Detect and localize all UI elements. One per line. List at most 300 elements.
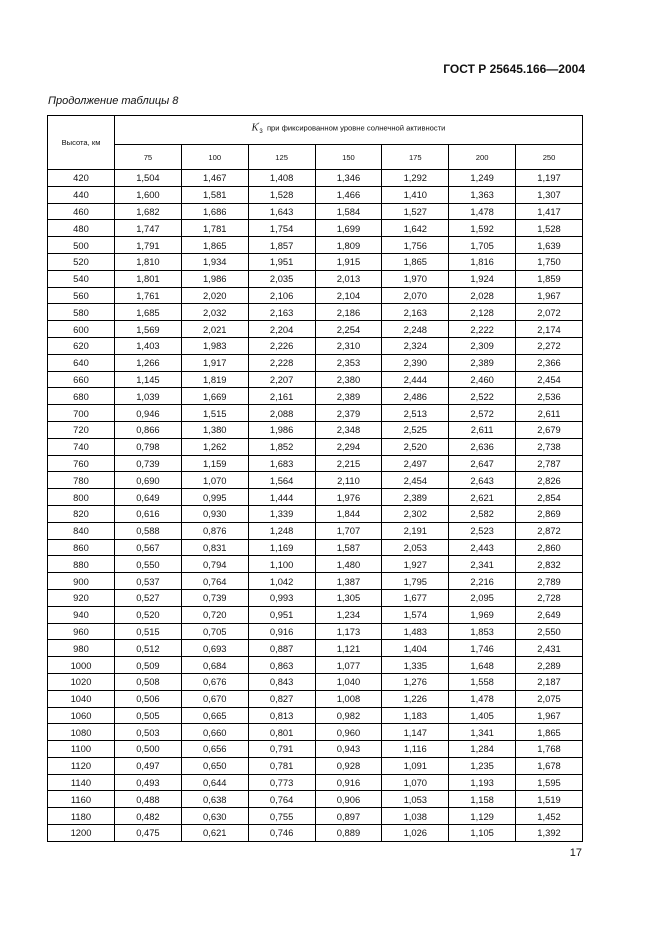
table-row — [48, 455, 583, 472]
value-cell: 1,404 — [382, 640, 449, 657]
value-cell: 2,272 — [516, 337, 583, 354]
value-cell: 2,389 — [315, 388, 382, 405]
value-cell: 2,075 — [516, 690, 583, 707]
height-cell: 1040 — [48, 690, 115, 707]
value-cell: 2,854 — [516, 489, 583, 506]
value-cell: 1,581 — [181, 186, 248, 203]
value-cell: 1,705 — [449, 237, 516, 254]
value-cell: 0,746 — [248, 825, 315, 842]
value-cell: 2,072 — [516, 304, 583, 321]
value-cell: 0,493 — [115, 774, 182, 791]
value-cell: 1,844 — [315, 505, 382, 522]
value-cell: 2,522 — [449, 388, 516, 405]
value-cell: 0,630 — [181, 808, 248, 825]
value-cell: 1,917 — [181, 354, 248, 371]
value-cell: 0,928 — [315, 757, 382, 774]
value-cell: 2,832 — [516, 556, 583, 573]
value-cell: 0,508 — [115, 673, 182, 690]
column-header: 75 — [115, 145, 182, 170]
value-cell: 2,215 — [315, 455, 382, 472]
data-table — [47, 115, 583, 842]
value-cell: 1,417 — [516, 203, 583, 220]
value-cell: 1,801 — [115, 270, 182, 287]
value-cell: 2,647 — [449, 455, 516, 472]
value-cell: 0,720 — [181, 606, 248, 623]
value-cell: 0,930 — [181, 505, 248, 522]
value-cell: 1,595 — [516, 774, 583, 791]
value-cell: 1,504 — [115, 170, 182, 187]
value-cell: 1,478 — [449, 690, 516, 707]
value-cell: 1,976 — [315, 489, 382, 506]
value-cell: 1,707 — [315, 522, 382, 539]
value-cell: 0,588 — [115, 522, 182, 539]
table-row — [48, 354, 583, 371]
column-header: 175 — [382, 145, 449, 170]
value-cell: 1,042 — [248, 573, 315, 590]
value-cell: 1,197 — [516, 170, 583, 187]
column-header: 125 — [248, 145, 315, 170]
value-cell: 0,897 — [315, 808, 382, 825]
value-cell: 1,969 — [449, 606, 516, 623]
value-cell: 2,341 — [449, 556, 516, 573]
value-cell: 1,307 — [516, 186, 583, 203]
value-cell: 1,452 — [516, 808, 583, 825]
value-cell: 2,013 — [315, 270, 382, 287]
value-cell: 1,746 — [449, 640, 516, 657]
k-superscript: ′ — [258, 123, 260, 130]
value-cell: 0,693 — [181, 640, 248, 657]
value-cell: 2,525 — [382, 421, 449, 438]
value-cell: 0,537 — [115, 573, 182, 590]
table-row — [48, 808, 583, 825]
table-row — [48, 304, 583, 321]
height-cell: 1100 — [48, 741, 115, 758]
height-cell: 540 — [48, 270, 115, 287]
table-row — [48, 589, 583, 606]
value-cell: 2,032 — [181, 304, 248, 321]
table-row — [48, 371, 583, 388]
value-cell: 2,106 — [248, 287, 315, 304]
column-header: 250 — [516, 145, 583, 170]
height-cell: 1020 — [48, 673, 115, 690]
value-cell: 1,105 — [449, 825, 516, 842]
value-cell: 1,528 — [516, 220, 583, 237]
value-cell: 0,906 — [315, 791, 382, 808]
value-cell: 2,294 — [315, 438, 382, 455]
height-cell: 600 — [48, 321, 115, 338]
value-cell: 1,380 — [181, 421, 248, 438]
value-cell: 1,235 — [449, 757, 516, 774]
value-cell: 2,095 — [449, 589, 516, 606]
height-cell: 660 — [48, 371, 115, 388]
value-cell: 0,505 — [115, 707, 182, 724]
value-cell: 1,574 — [382, 606, 449, 623]
value-cell: 0,951 — [248, 606, 315, 623]
value-cell: 1,339 — [248, 505, 315, 522]
table-row — [48, 237, 583, 254]
value-cell: 0,781 — [248, 757, 315, 774]
value-cell: 2,254 — [315, 321, 382, 338]
height-cell: 420 — [48, 170, 115, 187]
value-cell: 2,679 — [516, 421, 583, 438]
value-cell: 1,040 — [315, 673, 382, 690]
table-continuation-caption: Продолжение таблицы 8 — [48, 95, 179, 107]
value-cell: 2,204 — [248, 321, 315, 338]
value-cell: 2,787 — [516, 455, 583, 472]
height-cell: 680 — [48, 388, 115, 405]
value-cell: 2,486 — [382, 388, 449, 405]
table-row — [48, 421, 583, 438]
value-cell: 1,480 — [315, 556, 382, 573]
value-cell: 2,302 — [382, 505, 449, 522]
value-cell: 2,186 — [315, 304, 382, 321]
value-cell: 1,147 — [382, 724, 449, 741]
value-cell: 1,116 — [382, 741, 449, 758]
value-cell: 2,389 — [382, 489, 449, 506]
value-cell: 1,683 — [248, 455, 315, 472]
value-cell: 0,993 — [248, 589, 315, 606]
value-cell: 2,353 — [315, 354, 382, 371]
value-cell: 1,816 — [449, 253, 516, 270]
value-cell: 2,738 — [516, 438, 583, 455]
value-cell: 1,685 — [115, 304, 182, 321]
height-cell: 780 — [48, 472, 115, 489]
value-cell: 2,611 — [516, 405, 583, 422]
value-cell: 2,226 — [248, 337, 315, 354]
value-cell: 1,934 — [181, 253, 248, 270]
column-header: 200 — [449, 145, 516, 170]
value-cell: 1,781 — [181, 220, 248, 237]
value-cell: 1,853 — [449, 623, 516, 640]
value-cell: 1,410 — [382, 186, 449, 203]
value-cell: 2,128 — [449, 304, 516, 321]
value-cell: 1,810 — [115, 253, 182, 270]
value-cell: 1,859 — [516, 270, 583, 287]
value-cell: 1,967 — [516, 287, 583, 304]
value-cell: 1,392 — [516, 825, 583, 842]
value-cell: 0,656 — [181, 741, 248, 758]
value-cell: 1,768 — [516, 741, 583, 758]
value-cell: 1,699 — [315, 220, 382, 237]
value-cell: 1,643 — [248, 203, 315, 220]
height-cell: 1000 — [48, 657, 115, 674]
value-cell: 1,682 — [115, 203, 182, 220]
table-row — [48, 270, 583, 287]
value-cell: 2,310 — [315, 337, 382, 354]
value-cell: 2,523 — [449, 522, 516, 539]
value-cell: 2,536 — [516, 388, 583, 405]
value-cell: 2,636 — [449, 438, 516, 455]
value-cell: 1,761 — [115, 287, 182, 304]
value-cell: 0,739 — [115, 455, 182, 472]
value-cell: 2,643 — [449, 472, 516, 489]
value-cell: 0,482 — [115, 808, 182, 825]
value-cell: 2,222 — [449, 321, 516, 338]
value-cell: 2,513 — [382, 405, 449, 422]
value-cell: 2,789 — [516, 573, 583, 590]
table-row — [48, 186, 583, 203]
value-cell: 0,509 — [115, 657, 182, 674]
value-cell: 1,967 — [516, 707, 583, 724]
value-cell: 1,639 — [516, 237, 583, 254]
value-cell: 2,020 — [181, 287, 248, 304]
value-cell: 1,747 — [115, 220, 182, 237]
value-cell: 2,366 — [516, 354, 583, 371]
height-cell: 1180 — [48, 808, 115, 825]
value-cell: 1,444 — [248, 489, 315, 506]
value-cell: 0,764 — [181, 573, 248, 590]
table-row — [48, 825, 583, 842]
value-cell: 1,467 — [181, 170, 248, 187]
value-cell: 2,826 — [516, 472, 583, 489]
value-cell: 0,503 — [115, 724, 182, 741]
value-cell: 1,865 — [382, 253, 449, 270]
value-cell: 2,110 — [315, 472, 382, 489]
value-cell: 2,621 — [449, 489, 516, 506]
value-cell: 0,567 — [115, 539, 182, 556]
value-cell: 1,335 — [382, 657, 449, 674]
table-row — [48, 690, 583, 707]
value-cell: 2,454 — [382, 472, 449, 489]
value-cell: 0,665 — [181, 707, 248, 724]
value-cell: 1,592 — [449, 220, 516, 237]
value-cell: 1,756 — [382, 237, 449, 254]
height-cell: 440 — [48, 186, 115, 203]
value-cell: 1,226 — [382, 690, 449, 707]
value-cell: 1,145 — [115, 371, 182, 388]
table-row — [48, 606, 583, 623]
column-header: 100 — [181, 145, 248, 170]
value-cell: 1,276 — [382, 673, 449, 690]
value-cell: 0,887 — [248, 640, 315, 657]
value-cell: 1,091 — [382, 757, 449, 774]
height-cell: 1060 — [48, 707, 115, 724]
value-cell: 1,970 — [382, 270, 449, 287]
value-cell: 0,982 — [315, 707, 382, 724]
table-row — [48, 472, 583, 489]
value-cell: 0,943 — [315, 741, 382, 758]
value-cell: 2,163 — [382, 304, 449, 321]
value-cell: 1,070 — [181, 472, 248, 489]
value-cell: 1,678 — [516, 757, 583, 774]
value-cell: 1,927 — [382, 556, 449, 573]
value-cell: 1,527 — [382, 203, 449, 220]
value-cell: 0,916 — [315, 774, 382, 791]
height-cell: 1200 — [48, 825, 115, 842]
value-cell: 2,228 — [248, 354, 315, 371]
value-cell: 2,028 — [449, 287, 516, 304]
value-cell: 0,475 — [115, 825, 182, 842]
value-cell: 1,951 — [248, 253, 315, 270]
k-symbol: K — [251, 123, 259, 134]
table-row — [48, 623, 583, 640]
table-row — [48, 640, 583, 657]
value-cell: 1,600 — [115, 186, 182, 203]
table-row — [48, 287, 583, 304]
height-cell: 940 — [48, 606, 115, 623]
table-row — [48, 203, 583, 220]
value-cell: 2,869 — [516, 505, 583, 522]
value-cell: 1,284 — [449, 741, 516, 758]
value-cell: 1,986 — [181, 270, 248, 287]
value-cell: 1,121 — [315, 640, 382, 657]
value-cell: 2,070 — [382, 287, 449, 304]
value-cell: 2,460 — [449, 371, 516, 388]
value-cell: 1,248 — [248, 522, 315, 539]
value-cell: 1,129 — [449, 808, 516, 825]
value-cell: 0,863 — [248, 657, 315, 674]
value-cell: 1,857 — [248, 237, 315, 254]
group-header — [115, 116, 583, 145]
height-cell: 620 — [48, 337, 115, 354]
height-cell: 720 — [48, 421, 115, 438]
height-cell: 580 — [48, 304, 115, 321]
height-cell: 740 — [48, 438, 115, 455]
table-row — [48, 673, 583, 690]
value-cell: 1,648 — [449, 657, 516, 674]
height-cell: 640 — [48, 354, 115, 371]
value-cell: 2,431 — [516, 640, 583, 657]
value-cell: 0,831 — [181, 539, 248, 556]
document-code: ГОСТ Р 25645.166—2004 — [443, 62, 585, 76]
value-cell: 0,488 — [115, 791, 182, 808]
height-cell: 700 — [48, 405, 115, 422]
value-cell: 1,564 — [248, 472, 315, 489]
value-cell: 2,380 — [315, 371, 382, 388]
group-header-text: при фиксированном уровне солнечной активности — [266, 124, 446, 133]
table-row — [48, 321, 583, 338]
value-cell: 2,444 — [382, 371, 449, 388]
value-cell: 0,670 — [181, 690, 248, 707]
value-cell: 2,454 — [516, 371, 583, 388]
table-row — [48, 405, 583, 422]
value-cell: 0,527 — [115, 589, 182, 606]
value-cell: 1,791 — [115, 237, 182, 254]
value-cell: 2,443 — [449, 539, 516, 556]
height-cell: 1140 — [48, 774, 115, 791]
value-cell: 0,827 — [248, 690, 315, 707]
value-cell: 0,916 — [248, 623, 315, 640]
table-row — [48, 791, 583, 808]
value-cell: 1,077 — [315, 657, 382, 674]
value-cell: 2,216 — [449, 573, 516, 590]
value-cell: 2,582 — [449, 505, 516, 522]
value-cell: 1,158 — [449, 791, 516, 808]
value-cell: 1,262 — [181, 438, 248, 455]
value-cell: 2,053 — [382, 539, 449, 556]
value-cell: 1,100 — [248, 556, 315, 573]
column-header: 150 — [315, 145, 382, 170]
value-cell: 0,794 — [181, 556, 248, 573]
height-cell: 800 — [48, 489, 115, 506]
value-cell: 2,550 — [516, 623, 583, 640]
value-cell: 1,008 — [315, 690, 382, 707]
value-cell: 0,866 — [115, 421, 182, 438]
value-cell: 2,497 — [382, 455, 449, 472]
value-cell: 2,324 — [382, 337, 449, 354]
value-cell: 1,754 — [248, 220, 315, 237]
value-cell: 1,292 — [382, 170, 449, 187]
value-cell: 0,798 — [115, 438, 182, 455]
value-cell: 1,686 — [181, 203, 248, 220]
value-cell: 1,405 — [449, 707, 516, 724]
height-cell: 480 — [48, 220, 115, 237]
value-cell: 2,649 — [516, 606, 583, 623]
value-cell: 1,363 — [449, 186, 516, 203]
value-cell: 0,512 — [115, 640, 182, 657]
value-cell: 1,569 — [115, 321, 182, 338]
height-cell: 980 — [48, 640, 115, 657]
value-cell: 0,801 — [248, 724, 315, 741]
table-row — [48, 707, 583, 724]
value-cell: 2,289 — [516, 657, 583, 674]
value-cell: 1,249 — [449, 170, 516, 187]
value-cell: 0,690 — [115, 472, 182, 489]
height-cell: 560 — [48, 287, 115, 304]
table-row — [48, 388, 583, 405]
value-cell: 1,053 — [382, 791, 449, 808]
value-cell: 1,819 — [181, 371, 248, 388]
value-cell: 0,676 — [181, 673, 248, 690]
height-cell: 1160 — [48, 791, 115, 808]
value-cell: 1,642 — [382, 220, 449, 237]
value-cell: 0,684 — [181, 657, 248, 674]
value-cell: 2,088 — [248, 405, 315, 422]
table-row — [48, 724, 583, 741]
table-row — [48, 337, 583, 354]
value-cell: 0,497 — [115, 757, 182, 774]
value-cell: 2,035 — [248, 270, 315, 287]
value-cell: 0,520 — [115, 606, 182, 623]
value-cell: 2,728 — [516, 589, 583, 606]
value-cell: 2,611 — [449, 421, 516, 438]
height-cell: 960 — [48, 623, 115, 640]
value-cell: 2,348 — [315, 421, 382, 438]
value-cell: 0,621 — [181, 825, 248, 842]
value-cell: 1,305 — [315, 589, 382, 606]
value-cell: 1,528 — [248, 186, 315, 203]
value-cell: 1,193 — [449, 774, 516, 791]
height-cell: 760 — [48, 455, 115, 472]
value-cell: 1,587 — [315, 539, 382, 556]
value-cell: 2,104 — [315, 287, 382, 304]
value-cell: 0,500 — [115, 741, 182, 758]
value-cell: 0,616 — [115, 505, 182, 522]
value-cell: 1,403 — [115, 337, 182, 354]
height-cell: 900 — [48, 573, 115, 590]
value-cell: 2,191 — [382, 522, 449, 539]
height-cell: 500 — [48, 237, 115, 254]
value-cell: 2,390 — [382, 354, 449, 371]
table-row — [48, 556, 583, 573]
value-cell: 1,387 — [315, 573, 382, 590]
height-cell: 820 — [48, 505, 115, 522]
value-cell: 0,550 — [115, 556, 182, 573]
value-cell: 1,038 — [382, 808, 449, 825]
value-cell: 0,995 — [181, 489, 248, 506]
table-row — [48, 539, 583, 556]
value-cell: 1,515 — [181, 405, 248, 422]
value-cell: 1,466 — [315, 186, 382, 203]
value-cell: 2,309 — [449, 337, 516, 354]
table-row — [48, 657, 583, 674]
value-cell: 1,478 — [449, 203, 516, 220]
height-cell: 1120 — [48, 757, 115, 774]
table-row — [48, 741, 583, 758]
value-cell: 1,173 — [315, 623, 382, 640]
value-cell: 1,341 — [449, 724, 516, 741]
value-cell: 1,346 — [315, 170, 382, 187]
